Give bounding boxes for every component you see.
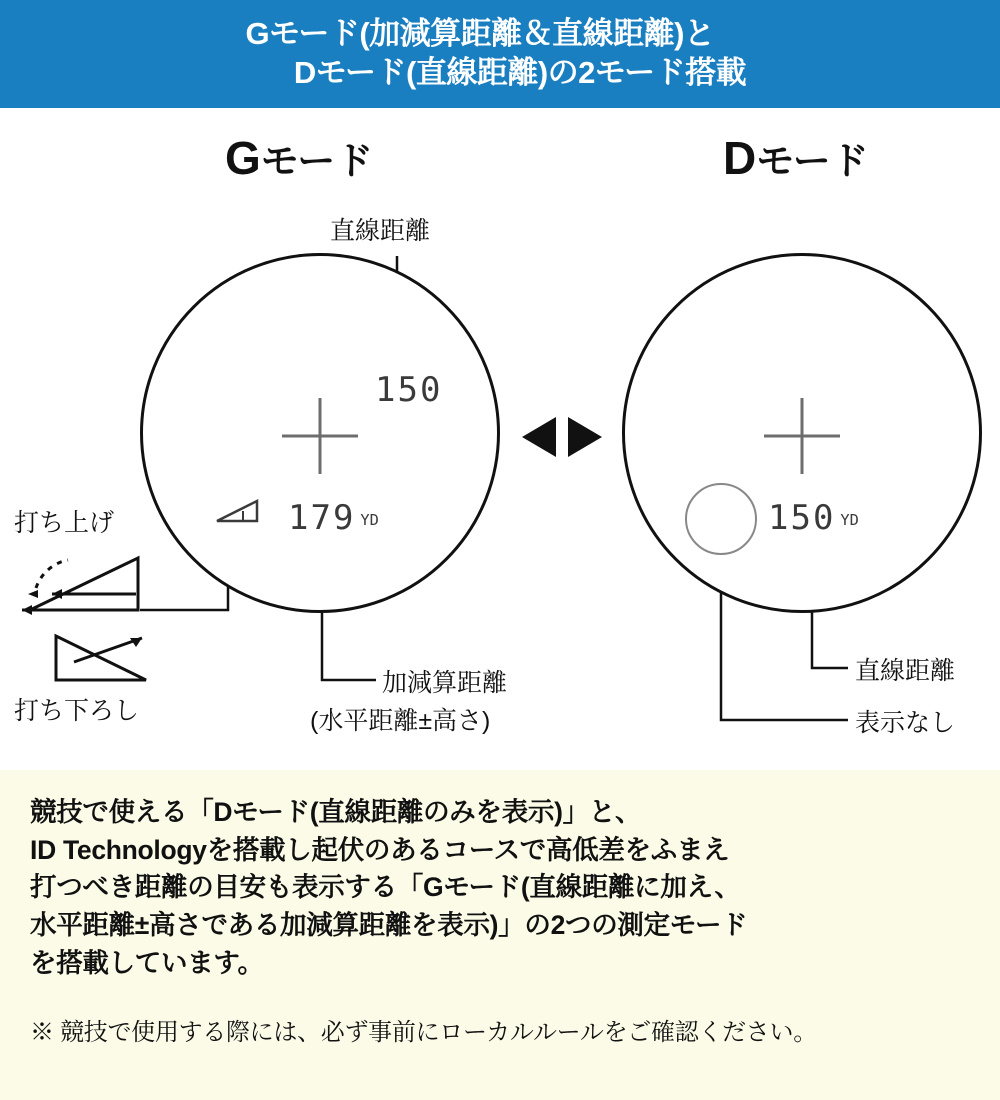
label-adjusted-distance: 加減算距離: [382, 669, 508, 697]
dmode-no-display-highlight: [685, 483, 757, 555]
left-right-arrows-icon: [516, 413, 608, 461]
header-title-line-1: Gモード(加減算距離＆直線距離)と: [245, 16, 715, 52]
diagram-area: [0, 108, 1000, 770]
gmode-adjusted-distance-readout: [288, 498, 379, 538]
gmode-adjusted-distance-unit: YD: [360, 511, 379, 529]
label-no-display: 表示なし: [855, 709, 956, 737]
description-line-2: ID Technologyを搭載し起伏のあるコースで高低差をふまえ: [30, 834, 730, 865]
header-title-line-2: Dモード(直線距離)の2モード搭載: [293, 55, 747, 90]
gmode-title-initial: G: [225, 132, 261, 184]
gmode-adjusted-distance-value: 179: [288, 498, 356, 538]
description-note: ※ 競技で使用する際には、必ず事前にローカルルールをご確認ください。: [30, 1019, 817, 1047]
dmode-straight-distance-readout: [768, 498, 859, 538]
dmode-title-rest: モード: [756, 141, 869, 183]
dmode-straight-distance-unit: YD: [840, 511, 859, 529]
dmode-title-initial: D: [723, 132, 757, 184]
dmode-straight-distance-value: 150: [768, 498, 836, 538]
description-body: [30, 794, 970, 982]
label-dmode-straight-distance: 直線距離: [855, 657, 956, 685]
label-downhill: 打ち下ろし: [14, 697, 140, 725]
description-line-5: を搭載しています。: [30, 947, 264, 978]
downhill-slope-diagram-icon: [50, 626, 160, 688]
label-straight-distance-top: 直線距離: [330, 217, 431, 245]
gmode-straight-distance-value: 150: [375, 370, 443, 410]
description-panel: [0, 770, 1000, 1100]
label-uphill: 打ち上げ: [14, 509, 115, 537]
dmode-title: [723, 130, 869, 185]
description-line-1: 競技で使える「Dモード(直線距離のみを表示)」と、: [30, 797, 642, 827]
slope-icon: [213, 493, 261, 527]
header-banner: [0, 0, 1000, 108]
description-line-3: 打つべき距離の目安も表示する「Gモード(直線距離に加え、: [30, 872, 741, 903]
description-line-4: 水平距離±高さである加減算距離を表示)」の2つの測定モード: [30, 909, 748, 940]
gmode-title-rest: モード: [260, 141, 374, 183]
label-adjusted-distance-sub: (水平距離±高さ): [310, 707, 491, 735]
uphill-slope-diagram-icon: [16, 548, 146, 618]
gmode-title: [225, 130, 373, 185]
crosshair-icon: [282, 398, 358, 474]
crosshair-icon-dmode: [764, 398, 840, 474]
